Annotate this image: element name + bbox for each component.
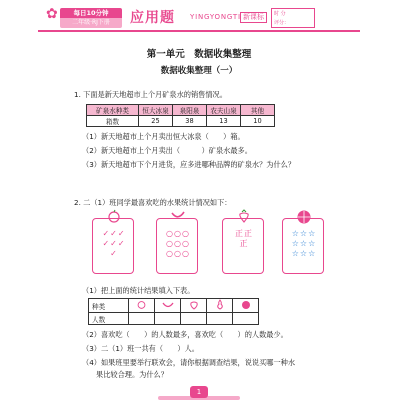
tally-card-apple [92, 218, 134, 274]
table-header-cell [155, 299, 181, 313]
table-cell: 13 [207, 116, 241, 127]
header-divider [38, 30, 360, 32]
table-cell: 38 [173, 116, 207, 127]
table-header-cell: 其他 [241, 105, 275, 116]
table-header-cell: 恒大冰泉 [139, 105, 173, 116]
edition-badge: 新课标 [240, 12, 267, 23]
tally-card-ball [282, 218, 324, 274]
peach-icon [189, 304, 199, 312]
tally-card-strawberry [222, 218, 264, 274]
time-label: 时 分 [274, 11, 286, 17]
table-header-cell: 泉阳泉 [173, 105, 207, 116]
answer-cell[interactable] [181, 313, 207, 325]
tally-marks: ✓✓✓ ✓✓✓ ✓ [102, 229, 126, 258]
table-header-row [87, 105, 275, 116]
answer-cell[interactable] [129, 313, 155, 325]
apple-icon [137, 303, 146, 311]
page-header [38, 6, 360, 34]
table-row [89, 313, 259, 325]
answer-cell[interactable] [207, 313, 233, 325]
table-cell: 10 [241, 116, 275, 127]
q1-sub1: （1）新天地超市上个月卖出恒大冰泉（ ）箱。 [82, 132, 245, 141]
table-header-cell: 种类 [89, 299, 129, 313]
brand-badge-top: 每日10分钟 [60, 8, 122, 18]
pear-icon [216, 304, 224, 312]
table-header-cell: 矿泉水种类 [87, 105, 139, 116]
table-row-label: 箱数 [87, 116, 139, 127]
q2-sub2: （2）喜欢吃（ ）的人数最多，喜欢吃（ ）的人数最少。 [82, 330, 288, 339]
table-row-label: 人数 [89, 313, 129, 325]
q1-sales-table [86, 104, 275, 127]
q1-sub3: （3）新天地超市下个月进货，应多进哪种品牌的矿泉水？为什么？ [82, 160, 296, 169]
table-header-cell [233, 299, 259, 313]
table-cell: 25 [139, 116, 173, 127]
q2-sub3: （3）二（1）班一共有（ ）人。 [82, 344, 199, 353]
answer-cell[interactable] [233, 313, 259, 325]
brand-badge [46, 6, 122, 28]
brand-badge-bottom: 二年级·RJ下册 [60, 18, 122, 28]
section-title: 数据收集整理（一） [160, 66, 238, 76]
star-icon: ✿ [46, 6, 58, 22]
tally-card-banana [156, 218, 198, 274]
score-label: 评分： [274, 20, 290, 26]
time-score-box [271, 8, 315, 28]
page-number: 1 [190, 386, 208, 398]
ball-icon [241, 304, 251, 312]
q2-sub4-line2: 果比较合理。为什么？ [96, 370, 168, 379]
q2-sub4-line1: （4）如果班里要举行联欢会，请你根据调查结果，说说买哪一种水 [82, 358, 296, 367]
ball-icon [283, 209, 325, 228]
worksheet-page [38, 6, 360, 396]
q2-fill-table [88, 298, 259, 325]
tally-marks: ○○○ ○○○ ○○○ [166, 229, 190, 258]
table-header-cell [181, 299, 207, 313]
table-header-row [89, 299, 259, 313]
q1-intro: 1. 下面是新天地超市上个月矿泉水的销售情况。 [74, 90, 227, 99]
table-header-cell: 农夫山泉 [207, 105, 241, 116]
header-title: 应用题 [130, 10, 175, 26]
apple-icon [93, 209, 135, 226]
header-pinyin: YINGYONGTI [190, 13, 241, 21]
tally-marks: 正正 正 [235, 229, 253, 248]
unit-title: 第一单元 数据收集整理 [146, 49, 252, 60]
table-header-cell [207, 299, 233, 313]
q1-sub2: （2）新天地超市上个月卖出（ ）矿泉水最多。 [82, 146, 252, 155]
tally-marks: ☆☆☆ ☆☆☆ ☆☆☆ [291, 229, 317, 258]
answer-cell[interactable] [155, 313, 181, 325]
strawberry-icon [223, 209, 265, 226]
table-header-cell [129, 299, 155, 313]
q2-sub1: （1）把上面的统计结果填入下表。 [82, 286, 195, 295]
banana-icon [157, 209, 199, 224]
banana-icon [162, 303, 174, 311]
table-row [87, 116, 275, 127]
q2-intro: 2. 二（1）班同学最喜欢吃的水果统计情况如下： [74, 198, 232, 207]
